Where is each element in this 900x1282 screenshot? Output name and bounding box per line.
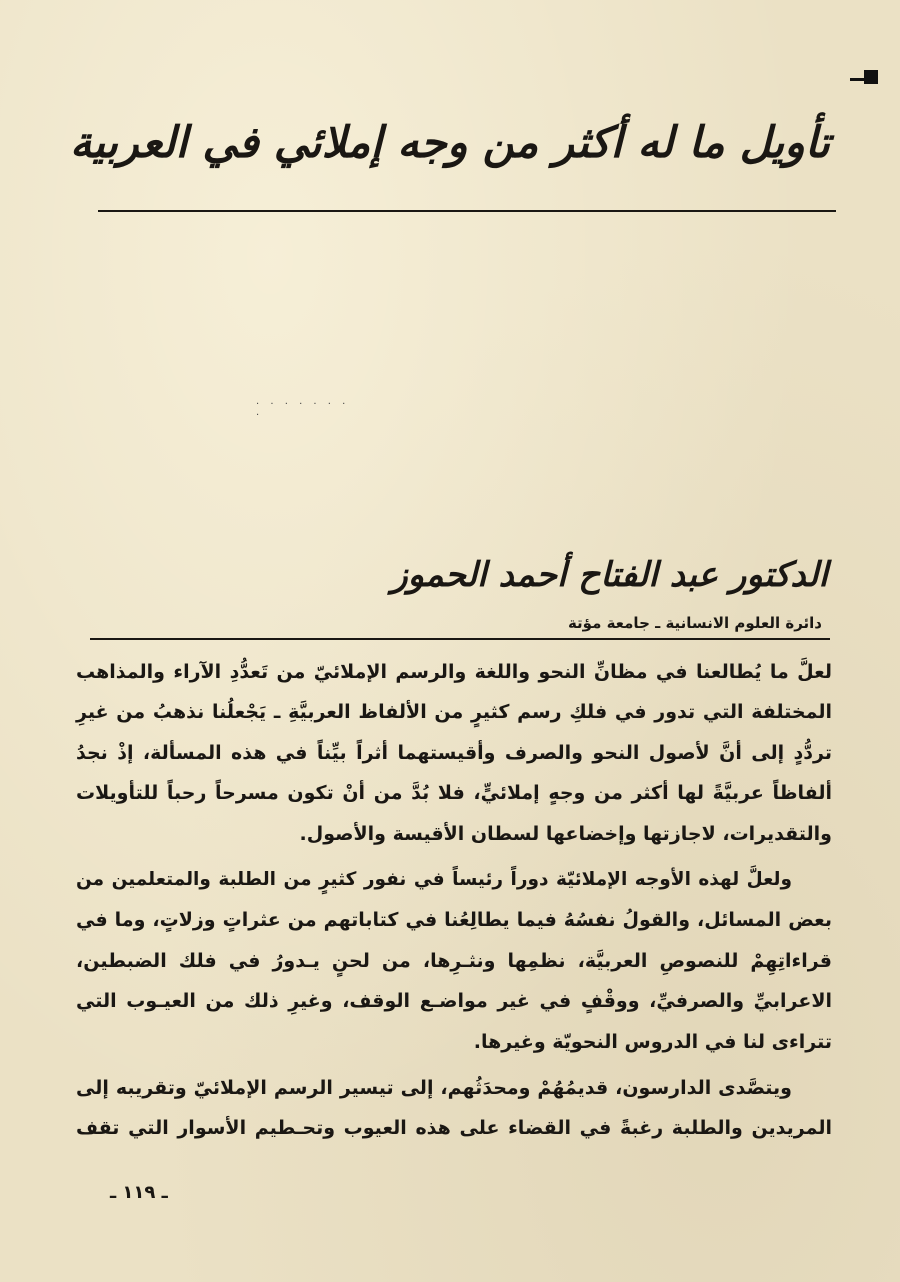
text-line: ولعلَّ لهذه الأوجه الإملائيّة دوراً رئيساً في نفور كثيرٍ من الطلبة والمتعلمين من: [76, 869, 792, 891]
text-line: لعلَّ ما يُطالعنا في مظانِّ النحو واللغة والرسم الإملائيّ من تَعدُّدِ الآراء والمذاهب: [76, 661, 832, 683]
text-line: ويتصَّدى الدارسون، قديمُهُمْ ومحدَثُهم، إلى تيسير الرسم الإملائيّ وتقريبه إلى: [76, 1077, 792, 1100]
corner-registration-mark: [864, 70, 878, 84]
text-line: ألفاظاً عربيَّةً لها أكثر من وجهٍ إملائيٍّ، فلا بُدَّ من أنْ تكون مسرحاً رحباً للتأويلات: [76, 782, 832, 805]
author-divider: [90, 638, 830, 640]
author-name: الدكتور عبد الفتاح أحمد الحموز: [391, 555, 828, 595]
article-title: تأويل ما له أكثر من وجه إملائي في العربية: [69, 118, 830, 168]
decorative-dots: . . . . . . . .: [256, 396, 350, 418]
author-affiliation: دائرة العلوم الانسانية ـ جامعة مؤتة: [567, 614, 822, 632]
paragraph-3: [76, 1068, 832, 1149]
paragraph-1: [76, 652, 832, 854]
text-line: والتقديرات، لاجازتها وإخضاعها لسطان الأقيسة والأصول.: [299, 822, 832, 845]
text-line: الاعرابيِّ والصرفيِّ، ووقْفٍ في غير مواضـع الوقف، وغيرِ ذلك من العيـوب التي: [76, 990, 832, 1013]
text-line: تتراءى لنا في الدروس النحويّة وغيرها.: [473, 1030, 832, 1053]
title-divider: [98, 210, 836, 212]
article-body: [76, 652, 832, 1149]
text-line: قراءاتِهِمْ للنصوصِ العربيَّة، نظمِها ونثـرِها، من لحنٍ يـدورُ في فلك الضبطين،: [76, 949, 832, 972]
text-line: تردُّدٍ إلى أنَّ لأصول النحو والصرف وأقيستهما أثراً بيِّناً في هذه المسألة، إذْ نجدُ: [76, 741, 832, 764]
text-line: المختلفة التي تدور في فلكِ رسم كثيرٍ من الألفاظ العربيَّةِ ـ يَجْعلُنا نذهبُ من غيرِ: [76, 701, 832, 724]
text-line: بعض المسائل، والقولُ نفسُهُ فيما يطالِعُنا في كتاباتهم من عثراتٍ وزلاتٍ، وما في: [76, 909, 832, 932]
text-line: المريدين والطلبة رغبةً في القضاء على هذه العيوب وتحـطيم الأسوار التي تقف: [76, 1117, 832, 1140]
paragraph-2: [76, 860, 832, 1062]
page-number: ـ ١١٩ ـ: [110, 1182, 168, 1203]
